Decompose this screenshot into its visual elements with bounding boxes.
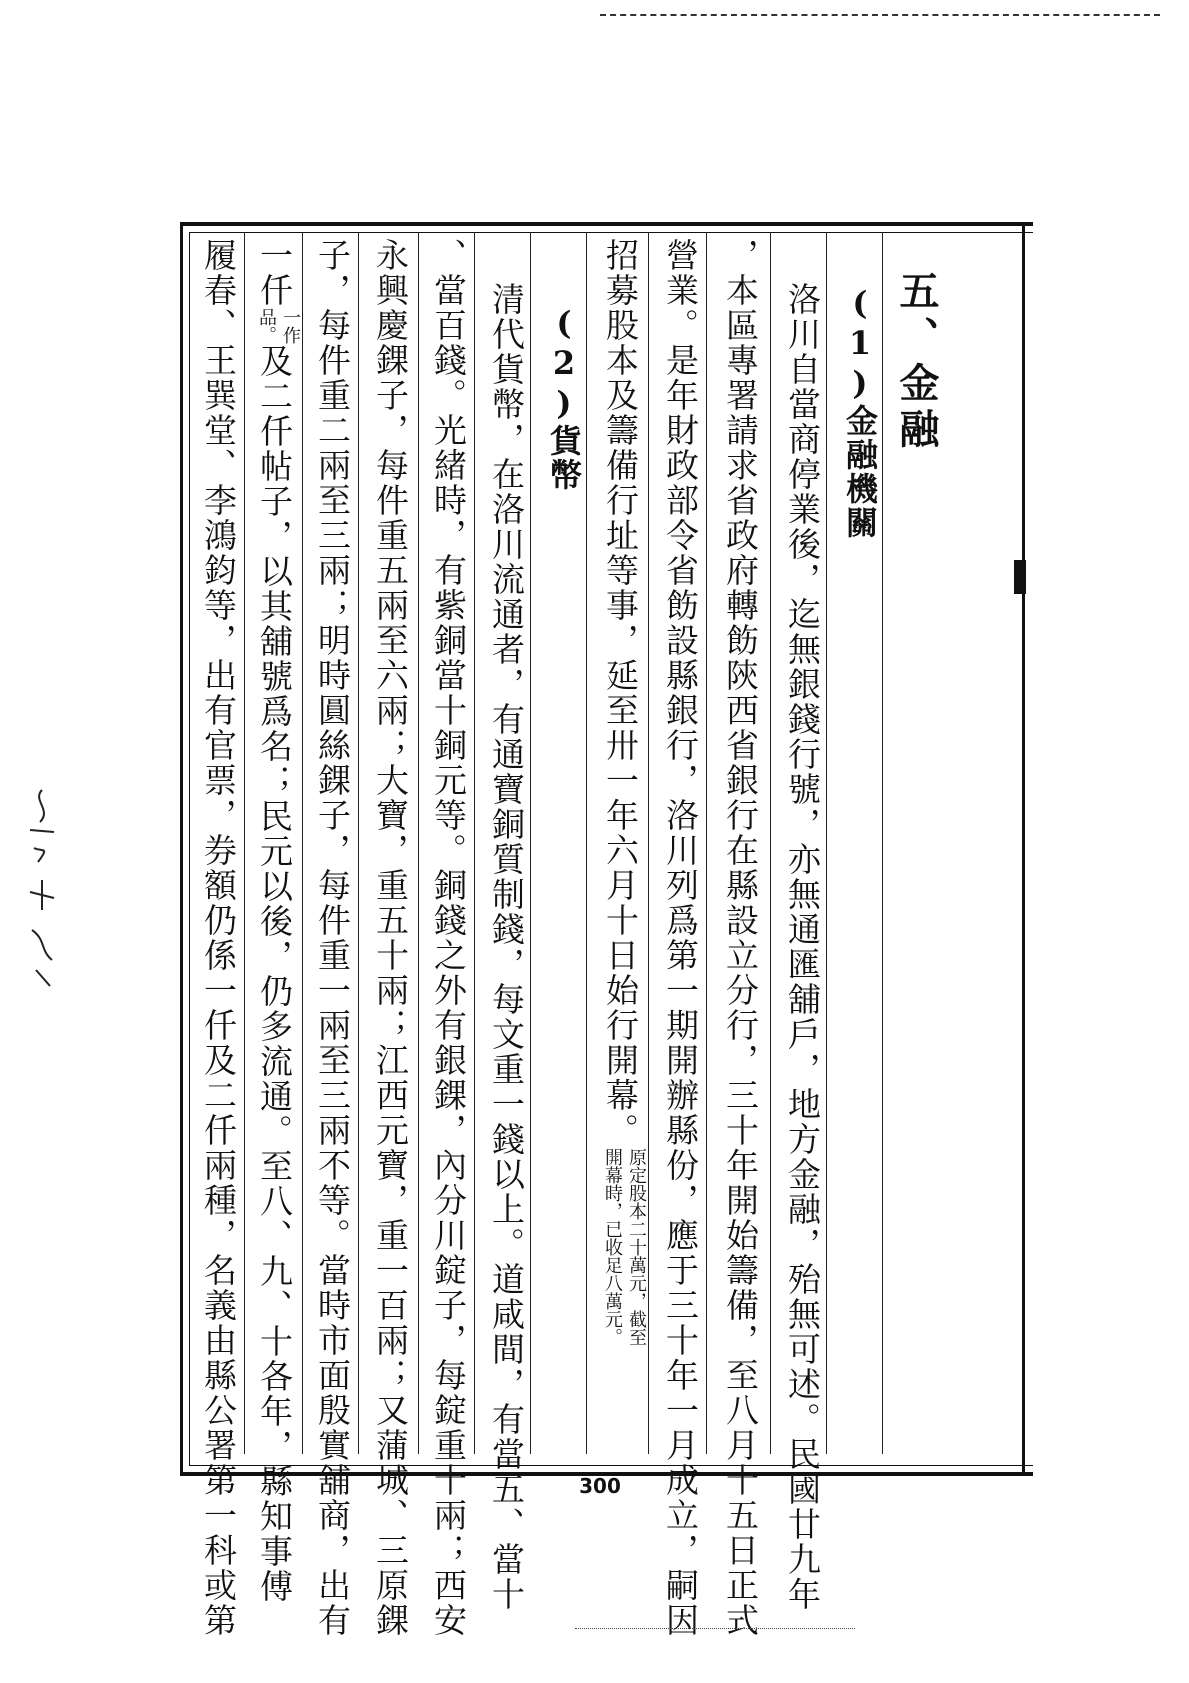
text-column-1: 洛川自當商停業後，迄無銀錢行號，亦無通匯舖戶，地方金融，殆無可述。民國廿九年 <box>783 282 822 1612</box>
annotation-line-1: 原定股本二十萬元，截至 <box>626 1148 647 1346</box>
column-divider <box>770 232 771 1454</box>
text-column-9-start: 一仟 <box>255 238 294 308</box>
text-column-3: 營業。是年財政部令省飭設縣銀行，洛川列爲第一期開辦縣份，應于三十年一月成立，嗣因 <box>661 238 700 1638</box>
text-column-10: 履春、王巽堂、李鴻鈞等，出有官票，券額仍係一仟及二仟兩種，名義由縣公署第一科或第 <box>199 238 238 1638</box>
column-divider <box>302 232 303 1454</box>
subsection-heading-financial-institutions: (1)金融機關 <box>841 284 879 540</box>
inline-annotation <box>254 308 302 344</box>
inline-annotation-line-2: 品。 <box>256 308 277 344</box>
text-column-7: 永興慶錁子，每件重五兩至六兩；大寶，重五十兩；江西元寶，重一百兩；又蒲城、三原錁 <box>371 238 410 1638</box>
subsection-heading-currency: (2)貨幣 <box>545 304 583 492</box>
page-number: 300 <box>579 1474 621 1498</box>
annotation-note <box>600 1148 648 1346</box>
text-column-4-main: 招募股本及籌備行址等事，延至卅一年六月十日始行開幕。 <box>601 238 640 1148</box>
text-column-4 <box>592 238 648 1448</box>
text-column-6: 、當百錢。光緒時，有紫銅當十銅元等。銅錢之外有銀錁，內分川錠子，每錠重十兩；西安 <box>429 238 468 1638</box>
annotation-line-2: 開幕時，已收足八萬元。 <box>602 1148 623 1346</box>
text-column-5: 清代貨幣，在洛川流通者，有通寶銅質制錢，每文重一錢以上。道咸間，有當五、當十 <box>487 282 526 1612</box>
text-column-9-rest: 及二仟帖子，以其舖號爲名；民元以後，仍多流通。至八、九、十各年，縣知事傅 <box>255 344 294 1604</box>
right-border-rule <box>1022 226 1025 1476</box>
section-heading: 五、金融 <box>893 270 940 454</box>
text-column-9 <box>246 238 302 1604</box>
text-column-2: ，本區專署請求省政府轉飭陝西省銀行在縣設立分行，三十年開始籌備，至八月十五日正式 <box>721 238 760 1638</box>
inline-annotation-line-1: 一作 <box>280 308 301 344</box>
bottom-dotted-rule <box>575 1628 855 1629</box>
handwritten-margin-mark <box>12 780 72 1000</box>
column-divider <box>418 232 419 1454</box>
text-column-8: 子，每件重二兩至三兩；明時圓絲錁子，每件重一兩至三兩不等。當時市面殷實舖商，出有 <box>313 238 352 1638</box>
column-divider <box>648 232 649 1454</box>
top-dashed-rule <box>600 14 1160 16</box>
edge-block-mark <box>1014 560 1026 594</box>
